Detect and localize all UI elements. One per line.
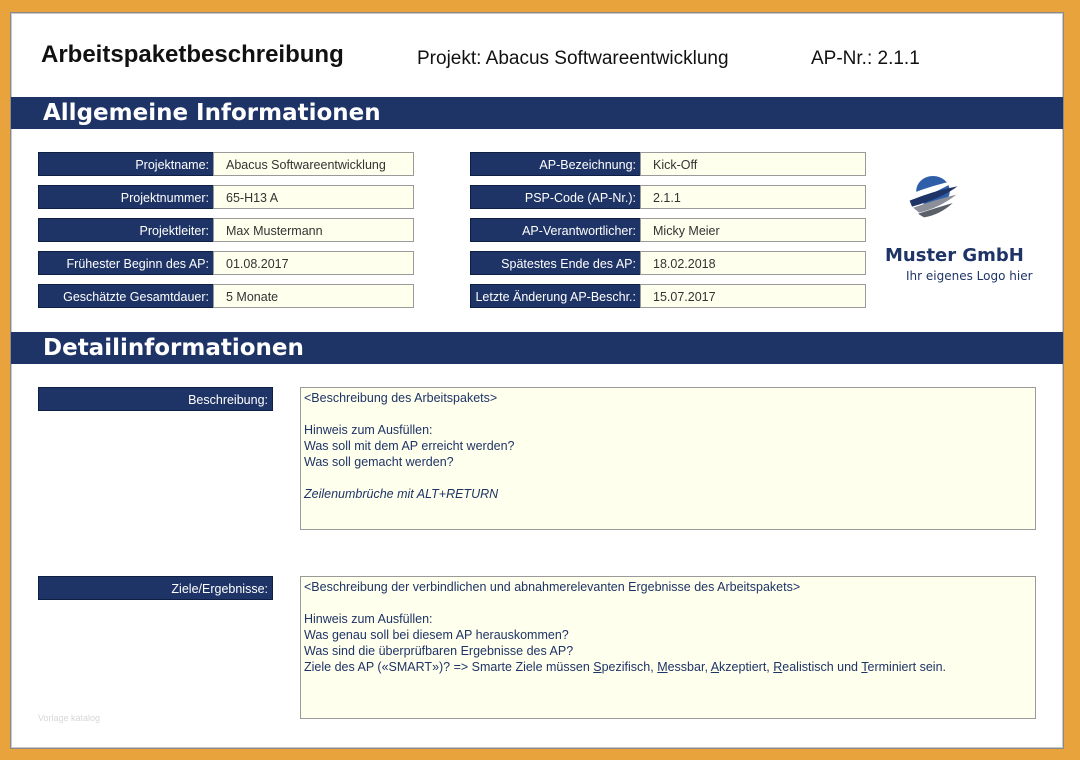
text-line: Was genau soll bei diesem AP herauskommen? [304,628,569,642]
text-line: Hinweis zum Ausfüllen: [304,612,433,626]
field-letzte-aenderung[interactable]: 15.07.2017 [640,284,866,308]
label-fruehester-beginn: Frühester Beginn des AP: [38,251,214,275]
smart-t-rest: erminiert sein. [867,660,947,674]
label-ap-verantwortlicher: AP-Verantwortlicher: [470,218,641,242]
label-beschreibung: Beschreibung: [38,387,273,411]
label-letzte-aenderung: Letzte Änderung AP-Beschr.: [470,284,641,308]
label-spaetestes-ende: Spätestes Ende des AP: [470,251,641,275]
smart-t: T [861,660,868,674]
field-fruehester-beginn[interactable]: 01.08.2017 [213,251,414,275]
text-line: Was soll mit dem AP erreicht werden? [304,439,515,453]
text-line: Hinweis zum Ausfüllen: [304,423,433,437]
text-line: Was sind die überprüfbaren Ergebnisse des AP? [304,644,574,658]
field-projektname[interactable]: Abacus Softwareentwicklung [213,152,414,176]
smart-a-rest: kzeptiert, [719,660,774,674]
smart-r-rest: ealistisch und [782,660,862,674]
smart-s: S [593,660,602,674]
field-gesamtdauer[interactable]: 5 Monate [213,284,414,308]
document-header [11,13,1063,95]
label-ap-bezeichnung: AP-Bezeichnung: [470,152,641,176]
text-line [304,470,1032,486]
smart-r: R [773,660,783,674]
globe-swoosh-icon [906,173,996,245]
text-line [304,595,1032,611]
field-psp-code[interactable]: 2.1.1 [640,185,866,209]
section-details-header: Detailinformationen [11,332,1063,364]
smart-line [304,659,1032,675]
watermark: Vorlage katalog [38,713,101,723]
smart-m: M [657,660,668,674]
field-ap-bezeichnung[interactable]: Kick-Off [640,152,866,176]
field-spaetestes-ende[interactable]: 18.02.2018 [640,251,866,275]
smart-prefix: Ziele des AP («SMART»)? => Smarte Ziele müssen [304,660,594,674]
smart-a: A [710,660,720,674]
field-projektnummer[interactable]: 65-H13 A [213,185,414,209]
text-line-hint: Zeilenumbrüche mit ALT+RETURN [304,487,499,501]
text-line: <Beschreibung der verbindlichen und abnahmerelevanten Ergebnisse des Arbeitspakets> [304,580,801,594]
field-ap-verantwortlicher[interactable]: Micky Meier [640,218,866,242]
label-projektname: Projektname: [38,152,214,176]
label-ziele-ergebnisse: Ziele/Ergebnisse: [38,576,273,600]
text-line: <Beschreibung des Arbeitspakets> [304,391,498,405]
smart-s-rest: pezifisch, [601,660,658,674]
label-projektnummer: Projektnummer: [38,185,214,209]
document-frame [10,12,1064,749]
label-psp-code: PSP-Code (AP-Nr.): [470,185,641,209]
document-title: Arbeitspaketbeschreibung [41,41,344,68]
smart-m-rest: essbar, [667,660,711,674]
section-general-header: Allgemeine Informationen [11,97,1063,129]
text-line [304,406,1032,422]
field-projektleiter[interactable]: Max Mustermann [213,218,414,242]
ziele-textarea[interactable] [300,576,1036,719]
label-projektleiter: Projektleiter: [38,218,214,242]
beschreibung-textarea[interactable] [300,387,1036,530]
project-title: Projekt: Abacus Softwareentwicklung [417,48,729,69]
logo-tagline: Ihr eigenes Logo hier [906,269,1033,283]
label-gesamtdauer: Geschätzte Gesamtdauer: [38,284,214,308]
text-line: Was soll gemacht werden? [304,455,454,469]
ap-number: AP-Nr.: 2.1.1 [811,48,920,69]
logo-name: Muster GmbH [885,245,1024,266]
